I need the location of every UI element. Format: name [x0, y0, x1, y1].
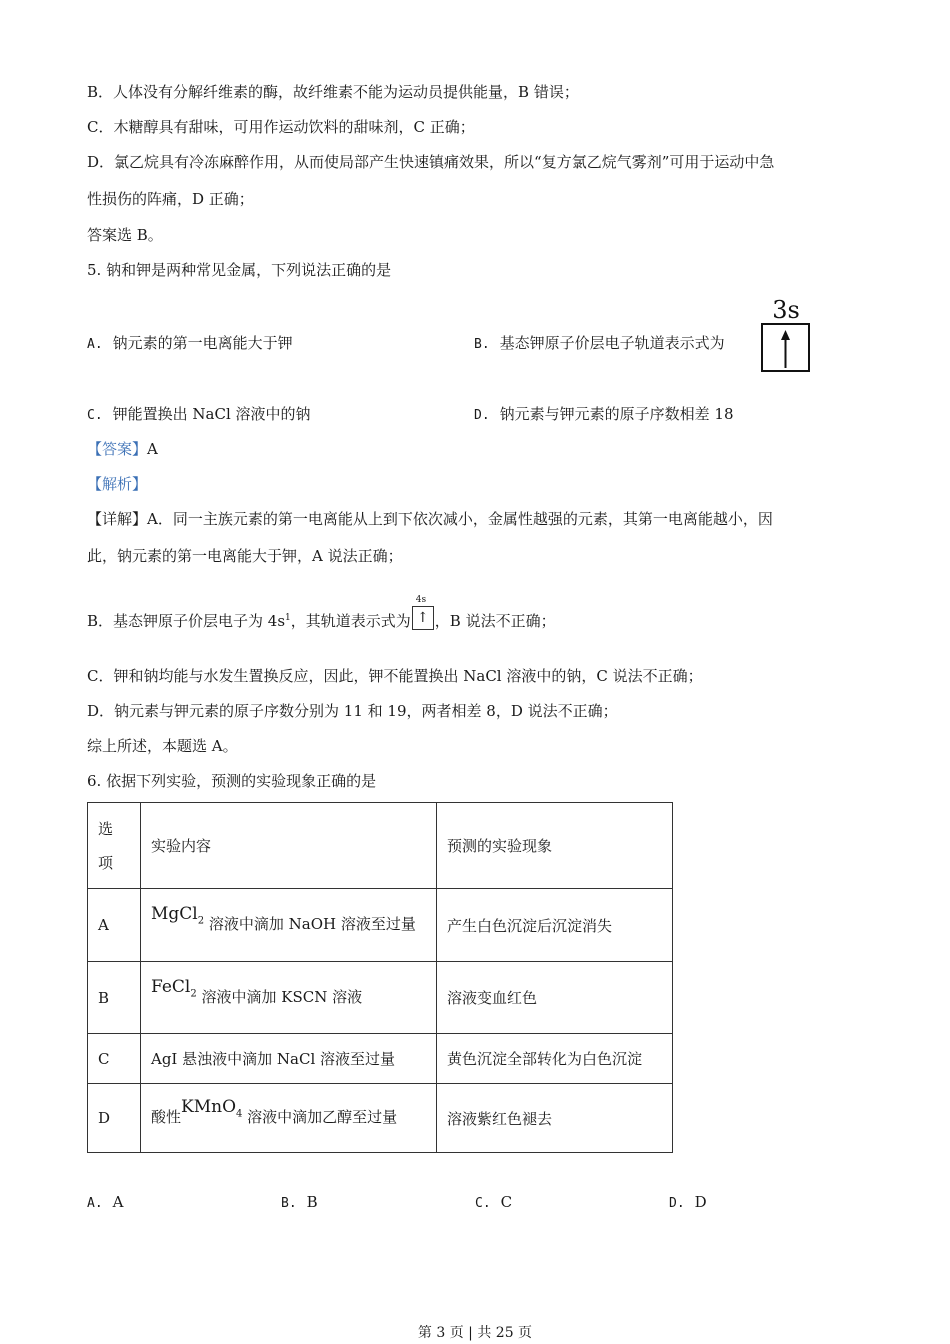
chem-formula	[151, 904, 205, 927]
row-result: 黄色沉淀全部转化为白色沉淀	[437, 1034, 673, 1084]
formula-base: FeCl	[151, 976, 191, 997]
option-label: D.	[669, 1196, 685, 1211]
option-label: C.	[87, 408, 103, 423]
header-content: 实验内容	[141, 803, 437, 889]
formula-base: MgCl	[151, 904, 198, 925]
q5-conclusion: 综上所述，本题选 A。	[87, 737, 238, 755]
q5-detail-d: D．钠元素与钾元素的原子序数分别为 11 和 19，两者相差 8，D 说法不正确；	[87, 702, 618, 720]
option-text: A	[112, 1193, 124, 1211]
experiment-table	[87, 802, 673, 1153]
q5-option-b	[474, 333, 725, 355]
row-option: A	[88, 889, 141, 962]
answer-tag: 【答案】	[87, 440, 148, 458]
orbital-diagram-4s	[412, 595, 434, 630]
option-label: A.	[87, 1196, 103, 1211]
q5-detail-line1: 【详解】A．同一主族元素的第一电离能从上到下依次减小，金属性越强的元素，其第一电离能越小，因	[87, 510, 773, 528]
answer-value: A	[147, 440, 158, 458]
q5-analysis-tag: 【解析】	[87, 475, 148, 493]
option-text: C	[500, 1193, 513, 1211]
table-row	[88, 1034, 673, 1084]
table-row	[88, 1084, 673, 1153]
row-result: 溶液紫红色褪去	[437, 1084, 673, 1153]
formula-subscript: 2	[197, 915, 205, 927]
row-result: 产生白色沉淀后沉淀消失	[437, 889, 673, 962]
table-row	[88, 962, 673, 1034]
page-footer: 第 3 页 | 共 25 页	[417, 1325, 533, 1341]
q5-option-a	[87, 333, 293, 355]
detail-b-prefix: B．基态钾原子价层电子为 4s	[87, 612, 286, 630]
arrow-head-icon	[781, 330, 790, 340]
header-option-line1: 选	[98, 819, 114, 838]
formula-subscript: 4	[236, 1108, 243, 1120]
q6-choice-a	[87, 1192, 124, 1214]
q5-detail-line2: 此，钠元素的第一电离能大于钾，A 说法正确；	[87, 547, 403, 565]
option-text: 钠元素的第一电离能大于钾	[112, 334, 293, 352]
q4-option-c-explanation: C．木糖醇具有甜味，可用作运动饮料的甜味剂，C 正确；	[87, 118, 475, 136]
orbital-label: 4s	[415, 595, 427, 605]
option-text: B	[306, 1193, 318, 1211]
table-row	[88, 889, 673, 962]
formula-base: KMnO	[181, 1097, 237, 1118]
row-option: D	[88, 1084, 141, 1153]
q5-answer	[87, 439, 158, 459]
row-content-text: 溶液中滴加 NaOH 溶液至过量	[208, 915, 416, 934]
header-option	[88, 803, 141, 889]
q5-detail-c: C．钾和钠均能与水发生置换反应，因此，钾不能置换出 NaCl 溶液中的钠，C 说法不正确；	[87, 667, 703, 685]
q6-choice-b	[281, 1192, 318, 1214]
q4-option-b-explanation: B．人体没有分解纤维素的酶，故纤维素不能为运动员提供能量，B 错误；	[87, 83, 579, 101]
row-content	[141, 962, 437, 1034]
detail-b-suffix: ，B 说法不正确；	[434, 612, 556, 630]
q6-stem: 6. 依据下列实验，预测的实验现象正确的是	[87, 772, 377, 790]
superscript: 1	[285, 613, 291, 623]
q6-choice-d	[669, 1192, 707, 1214]
q5-option-d	[474, 404, 734, 426]
orbital-label: 3s	[772, 298, 800, 324]
table-header-row	[88, 803, 673, 889]
formula-subscript: 2	[190, 988, 197, 1000]
q4-answer: 答案选 B。	[87, 226, 163, 244]
row-option: C	[88, 1034, 141, 1084]
q5-detail-b	[87, 595, 556, 631]
detail-b-middle: ，其轨道表示式为	[290, 612, 411, 630]
q6-choice-c	[475, 1192, 512, 1214]
option-label: A.	[87, 337, 103, 352]
row-content-text: 溶液中滴加乙醇至过量	[247, 1108, 398, 1127]
option-label: B.	[281, 1196, 297, 1211]
spin-up-arrow-icon: ↑	[412, 606, 434, 630]
row-content: AgI 悬浊液中滴加 NaCl 溶液至过量	[141, 1034, 437, 1084]
q5-stem: 5. 钠和钾是两种常见金属，下列说法正确的是	[87, 261, 392, 279]
header-option-line2: 项	[98, 853, 114, 872]
chem-formula	[151, 976, 197, 1000]
option-text: D	[694, 1193, 707, 1211]
option-label: D.	[474, 408, 490, 423]
option-text: 钾能置换出 NaCl 溶液中的钠	[112, 405, 311, 423]
row-result: 溶液变血红色	[437, 962, 673, 1034]
chem-formula	[181, 1097, 243, 1120]
option-text: 基态钾原子价层电子轨道表示式为	[499, 334, 725, 352]
option-label: C.	[475, 1196, 491, 1211]
q5-option-c	[87, 404, 311, 426]
row-content	[141, 1084, 437, 1153]
row-content-prefix: 酸性	[151, 1108, 182, 1127]
row-option: B	[88, 962, 141, 1034]
q4-option-d-explanation-line2: 性损伤的阵痛，D 正确；	[87, 190, 254, 208]
orbital-diagram-3s	[761, 298, 811, 374]
q4-option-d-explanation-line1: D．氯乙烷具有冷冻麻醉作用，从而使局部产生快速镇痛效果，所以“复方氯乙烷气雾剂”可用于运动中急	[87, 153, 775, 171]
row-content-text: 溶液中滴加 KSCN 溶液	[201, 987, 363, 1006]
header-result: 预测的实验现象	[437, 803, 673, 889]
row-content	[141, 889, 437, 962]
option-label: B.	[474, 337, 490, 352]
option-text: 钠元素与钾元素的原子序数相差 18	[499, 405, 734, 423]
